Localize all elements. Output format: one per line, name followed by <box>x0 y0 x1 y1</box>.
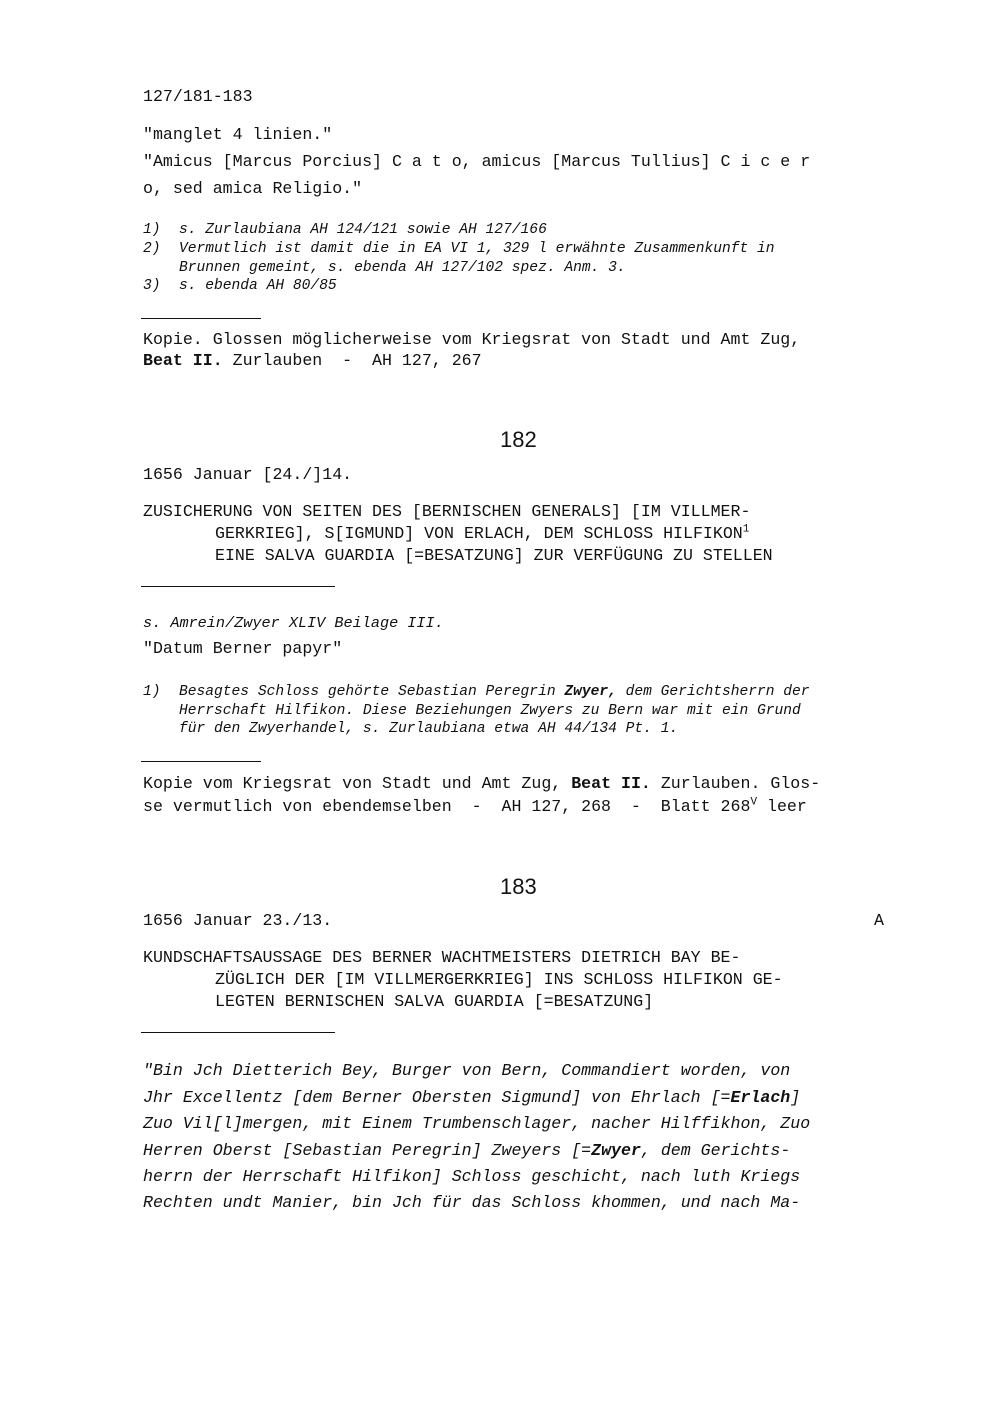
person-name: Erlach <box>730 1088 791 1107</box>
source-text: leer <box>757 797 807 816</box>
footnote-text-part: Besagtes Schloss gehörte Sebastian Peregrin <box>179 684 565 700</box>
document-date: 1656 Januar 23./13. <box>143 911 333 930</box>
person-name: Zwyer, <box>564 684 617 700</box>
footnote-number: 2) <box>143 241 161 257</box>
source-text: se vermutlich von ebendemselben - AH 127, 268 - Blatt 268 <box>143 797 751 816</box>
footnote-text: Vermutlich ist damit die in EA VI 1, 329 l erwähnte Zusammenkunft in <box>179 241 775 257</box>
footnote-ref: 1 <box>742 523 750 536</box>
source-text: Kopie vom Kriegsrat von Stadt und Amt Zug, <box>143 774 572 793</box>
quote-line: "Datum Berner papyr" <box>143 639 343 658</box>
source-note: Kopie. Glossen möglicherweise vom Kriegsrat von Stadt und Amt Zug, <box>143 330 801 349</box>
transcription-part: , dem Gerichts- <box>640 1141 791 1160</box>
transcription-line <box>143 1085 800 1112</box>
divider <box>141 1032 335 1033</box>
source-note <box>143 796 807 818</box>
source-text: Zurlauben. Glos- <box>650 774 821 793</box>
transcription-line: herrn der Herrschaft Hilfikon] Schloss geschicht, nach luth Kriegs <box>143 1167 801 1186</box>
document-title: LEGTEN BERNISCHEN SALVA GUARDIA [=BESATZUNG] <box>215 992 654 1011</box>
divider <box>141 318 261 319</box>
document-number: 183 <box>500 874 537 899</box>
footnote-number: 3) <box>143 278 161 294</box>
source-note <box>143 350 482 372</box>
transcription-line: Zuo Vil[l]mergen, mit Einem Trumbenschlager, nacher Hilffikhon, Zuo <box>143 1114 811 1133</box>
footnote-text <box>179 683 810 702</box>
footnote-text: Herrschaft Hilfikon. Diese Beziehungen Zwyers zu Bern war mit ein Grund <box>179 703 801 719</box>
transcription-line: "Bin Jch Dietterich Bey, Burger von Bern, Commandiert worden, von <box>143 1061 791 1080</box>
divider <box>141 586 335 587</box>
person-name: Beat II. <box>143 351 223 370</box>
footnote-number: 1) <box>143 222 161 238</box>
document-letter: A <box>874 911 884 930</box>
margin-note: "manglet 4 linien." <box>143 125 333 144</box>
document-title: ZUSICHERUNG VON SEITEN DES [BERNISCHEN GENERALS] [IM VILLMER- <box>143 502 751 521</box>
document-title: EINE SALVA GUARDIA [=BESATZUNG] ZUR VERFÜGUNG ZU STELLEN <box>215 546 773 565</box>
footnote-text: Brunnen gemeint, s. ebenda AH 127/102 spez. Anm. 3. <box>179 260 626 276</box>
person-name: Zwyer <box>591 1141 641 1160</box>
verso-mark: V <box>750 796 758 809</box>
footnote-text: s. Zurlaubiana AH 124/121 sowie AH 127/166 <box>179 222 547 238</box>
transcription-part: Herren Oberst [Sebastian Peregrin] Zweyers [= <box>143 1141 592 1160</box>
transcription-line <box>143 1138 790 1165</box>
title-text: GERKRIEG], S[IGMUND] VON ERLACH, DEM SCHLOSS HILFIKON <box>215 524 743 543</box>
bibliographic-reference: s. Amrein/Zwyer XLIV Beilage III. <box>143 614 444 632</box>
transcription-part: Jhr Excellentz [dem Berner Obersten Sigmund] von Ehrlach [= <box>143 1088 731 1107</box>
source-text: Zurlauben - AH 127, 267 <box>222 351 482 370</box>
reference-number: 127/181-183 <box>143 87 253 106</box>
divider <box>141 761 261 762</box>
footnote-text: für den Zwyerhandel, s. Zurlaubiana etwa AH 44/134 Pt. 1. <box>179 721 679 737</box>
quote-line: o, sed amica Religio." <box>143 179 363 198</box>
transcription-line: Rechten undt Manier, bin Jch für das Schloss khommen, und nach Ma- <box>143 1193 801 1212</box>
person-name: Beat II. <box>571 774 651 793</box>
quote-line: "Amicus [Marcus Porcius] C a t o, amicus [Marcus Tullius] C i c e r <box>143 152 811 171</box>
footnote-number: 1) <box>143 684 161 700</box>
transcription-part: ] <box>790 1088 801 1107</box>
document-title <box>215 523 749 545</box>
source-note <box>143 773 820 795</box>
footnote-text: s. ebenda AH 80/85 <box>179 278 337 294</box>
document-title: ZÜGLICH DER [IM VILLMERGERKRIEG] INS SCHLOSS HILFIKON GE- <box>215 970 783 989</box>
document-date: 1656 Januar [24./]14. <box>143 465 353 484</box>
footnote-text-part: dem Gerichtsherrn der <box>616 684 810 700</box>
document-number: 182 <box>500 427 537 452</box>
document-title: KUNDSCHAFTSAUSSAGE DES BERNER WACHTMEISTERS DIETRICH BAY BE- <box>143 948 741 967</box>
